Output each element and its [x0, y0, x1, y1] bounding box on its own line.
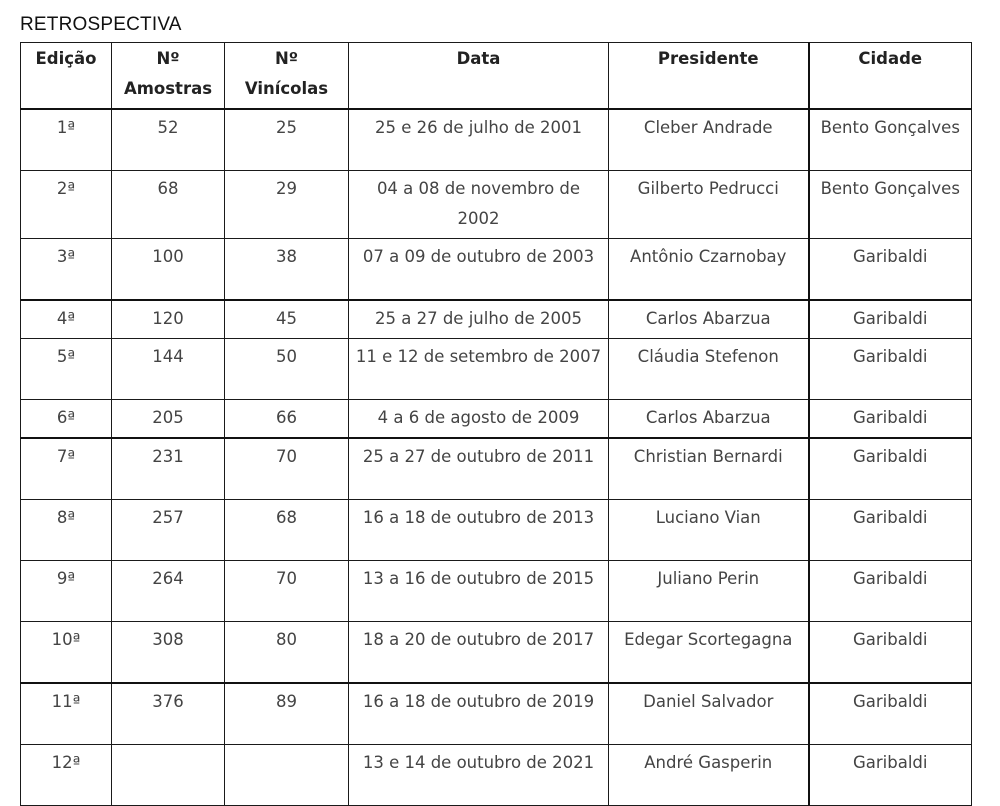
header-edicao-label: Edição	[35, 49, 97, 68]
table-row	[21, 622, 972, 684]
cell-cidade: Bento Gonçalves	[809, 109, 972, 171]
retrospective-table	[20, 42, 972, 806]
cell-vinicolas: 70	[225, 561, 349, 622]
cell-presidente: Juliano Perin	[609, 561, 809, 622]
header-amostras	[112, 43, 225, 110]
cell-cidade: Garibaldi	[809, 622, 972, 684]
cell-data: 13 a 16 de outubro de 2015	[349, 561, 609, 622]
cell-cidade: Garibaldi	[809, 561, 972, 622]
header-presidente	[609, 43, 809, 110]
header-cidade-label: Cidade	[858, 49, 923, 68]
header-edicao	[21, 43, 112, 110]
table-row	[21, 239, 972, 301]
cell-edicao: 12ª	[21, 745, 112, 806]
cell-vinicolas: 45	[225, 300, 349, 339]
header-amostras-line1: Nº	[156, 49, 180, 68]
cell-data: 25 a 27 de julho de 2005	[349, 300, 609, 339]
cell-amostras: 100	[112, 239, 225, 301]
cell-amostras: 68	[112, 171, 225, 239]
cell-cidade: Garibaldi	[809, 438, 972, 500]
cell-presidente: Edegar Scortegagna	[609, 622, 809, 684]
header-data	[349, 43, 609, 110]
cell-presidente: Daniel Salvador	[609, 683, 809, 745]
table-row	[21, 339, 972, 400]
cell-edicao: 4ª	[21, 300, 112, 339]
cell-presidente: Luciano Vian	[609, 500, 809, 561]
cell-vinicolas: 66	[225, 400, 349, 439]
cell-data: 4 a 6 de agosto de 2009	[349, 400, 609, 439]
cell-data: 07 a 09 de outubro de 2003	[349, 239, 609, 301]
table-row	[21, 745, 972, 806]
cell-cidade: Garibaldi	[809, 300, 972, 339]
cell-vinicolas: 25	[225, 109, 349, 171]
table-row	[21, 400, 972, 439]
cell-presidente: Christian Bernardi	[609, 438, 809, 500]
header-vinicolas-line1: Nº	[274, 49, 299, 68]
table-row	[21, 500, 972, 561]
cell-vinicolas: 29	[225, 171, 349, 239]
cell-presidente: Cleber Andrade	[609, 109, 809, 171]
cell-edicao: 8ª	[21, 500, 112, 561]
cell-cidade: Garibaldi	[809, 339, 972, 400]
cell-amostras: 257	[112, 500, 225, 561]
page-title: RETROSPECTIVA	[20, 14, 182, 35]
cell-edicao: 1ª	[21, 109, 112, 171]
cell-edicao: 10ª	[21, 622, 112, 684]
cell-vinicolas: 50	[225, 339, 349, 400]
header-vinicolas-line2: Vinícolas	[244, 79, 329, 98]
cell-amostras: 376	[112, 683, 225, 745]
cell-presidente: André Gasperin	[609, 745, 809, 806]
cell-presidente: Cláudia Stefenon	[609, 339, 809, 400]
table-row	[21, 109, 972, 171]
cell-cidade: Garibaldi	[809, 500, 972, 561]
table-header-row	[21, 43, 972, 110]
cell-data: 16 a 18 de outubro de 2019	[349, 683, 609, 745]
cell-vinicolas: 89	[225, 683, 349, 745]
cell-edicao: 2ª	[21, 171, 112, 239]
cell-amostras	[112, 745, 225, 806]
header-cidade	[809, 43, 972, 110]
cell-amostras: 308	[112, 622, 225, 684]
cell-vinicolas: 70	[225, 438, 349, 500]
cell-data: 11 e 12 de setembro de 2007	[349, 339, 609, 400]
cell-presidente: Carlos Abarzua	[609, 400, 809, 439]
table-row	[21, 438, 972, 500]
cell-cidade: Garibaldi	[809, 239, 972, 301]
cell-edicao: 7ª	[21, 438, 112, 500]
cell-amostras: 52	[112, 109, 225, 171]
cell-edicao: 9ª	[21, 561, 112, 622]
cell-vinicolas: 68	[225, 500, 349, 561]
cell-vinicolas	[225, 745, 349, 806]
cell-presidente: Antônio Czarnobay	[609, 239, 809, 301]
table-row	[21, 171, 972, 239]
cell-amostras: 120	[112, 300, 225, 339]
cell-presidente: Carlos Abarzua	[609, 300, 809, 339]
table-row	[21, 683, 972, 745]
cell-amostras: 264	[112, 561, 225, 622]
cell-vinicolas: 38	[225, 239, 349, 301]
cell-data: 16 a 18 de outubro de 2013	[349, 500, 609, 561]
cell-amostras: 231	[112, 438, 225, 500]
cell-edicao: 3ª	[21, 239, 112, 301]
cell-edicao: 5ª	[21, 339, 112, 400]
cell-cidade: Bento Gonçalves	[809, 171, 972, 239]
cell-edicao: 6ª	[21, 400, 112, 439]
cell-data: 25 a 27 de outubro de 2011	[349, 438, 609, 500]
cell-amostras: 205	[112, 400, 225, 439]
cell-amostras: 144	[112, 339, 225, 400]
cell-data: 25 e 26 de julho de 2001	[349, 109, 609, 171]
cell-data: 13 e 14 de outubro de 2021	[349, 745, 609, 806]
cell-data: 04 a 08 de novembro de 2002	[349, 171, 609, 239]
header-vinicolas	[225, 43, 349, 110]
header-data-label: Data	[456, 49, 501, 68]
header-presidente-label: Presidente	[657, 49, 759, 68]
cell-cidade: Garibaldi	[809, 400, 972, 439]
header-amostras-line2: Amostras	[123, 79, 213, 98]
cell-data: 18 a 20 de outubro de 2017	[349, 622, 609, 684]
cell-cidade: Garibaldi	[809, 745, 972, 806]
table-row	[21, 561, 972, 622]
cell-presidente: Gilberto Pedrucci	[609, 171, 809, 239]
cell-cidade: Garibaldi	[809, 683, 972, 745]
cell-edicao: 11ª	[21, 683, 112, 745]
cell-vinicolas: 80	[225, 622, 349, 684]
table-row	[21, 300, 972, 339]
